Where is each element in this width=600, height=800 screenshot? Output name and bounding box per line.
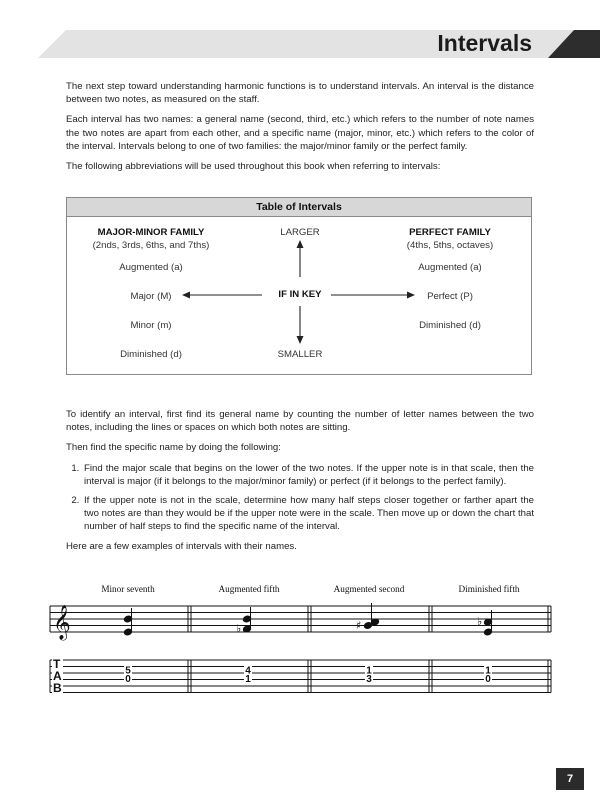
step-item: 2. If the upper note is not in the scale, determine how many half steps closer together or farther apart the two notes are than they would be if the upper note were in the scale. Then move up or down the chart that number of half steps to find the specific name of the interval. bbox=[82, 494, 534, 534]
chord-augmented-fifth bbox=[236, 607, 252, 635]
page-number: 7 bbox=[556, 768, 584, 790]
tab-clef bbox=[52, 657, 63, 695]
tab-number: 1 bbox=[366, 665, 372, 677]
flat-icon: ♭ bbox=[477, 615, 483, 628]
right-item: Augmented (a) bbox=[418, 262, 482, 273]
paragraph: Each interval has two names: a general name (second, third, etc.) which refers to the number of note names the two notes are apart from each other, and a specific name (major, minor, etc.) which refers to the color of the interval. Intervals belong to one of two families: the major/minor family or the perfect family. bbox=[66, 114, 534, 152]
flat-icon: ♭ bbox=[236, 622, 242, 635]
paragraph: To identify an interval, first find its general name by counting the number of letter names between the two notes, including the lines or spaces on which both notes are sitting. bbox=[66, 409, 534, 434]
tab-number: 1 bbox=[245, 674, 251, 685]
perfect-subheading: (4ths, 5ths, octaves) bbox=[406, 240, 494, 251]
tab-letter: A bbox=[53, 669, 62, 683]
tab-letter: B bbox=[53, 681, 62, 695]
right-item: Perfect (P) bbox=[427, 291, 473, 302]
if-in-key-label: IF IN KEY bbox=[278, 289, 322, 300]
step-item: 1. Find the major scale that begins on the lower of the two notes. If the upper note is in that scale, then the interval is major (if it belongs to the major/minor family) or perfect (if it belongs to the perfect family). bbox=[82, 462, 534, 488]
tab-letter: T bbox=[53, 657, 61, 671]
smaller-label: SMALLER bbox=[277, 349, 323, 360]
sharp-icon: ♯ bbox=[356, 619, 362, 632]
paragraph: The following abbreviations will be used throughout this book when referring to intervals: bbox=[66, 161, 441, 173]
treble-clef-icon: 𝄞 bbox=[53, 605, 71, 640]
tab-number: 4 bbox=[245, 665, 251, 677]
major-minor-subheading: (2nds, 3rds, 6ths, and 7ths) bbox=[92, 240, 210, 251]
larger-label: LARGER bbox=[280, 227, 320, 238]
tab-number: 1 bbox=[485, 665, 491, 677]
example-labels bbox=[101, 584, 520, 594]
example-label: Augmented fifth bbox=[218, 584, 280, 594]
chord-augmented-second bbox=[356, 603, 380, 632]
paragraph: The next step toward understanding harmonic functions is to understand intervals. An interval is the distance between two notes, as measured on the staff. bbox=[66, 81, 534, 106]
paragraph: Here are a few examples of intervals with their names. bbox=[66, 540, 297, 552]
tab-number: 3 bbox=[366, 674, 372, 685]
tab-number: 0 bbox=[125, 674, 131, 685]
table-title: Table of Intervals bbox=[67, 198, 531, 217]
major-minor-heading: MAJOR-MINOR FAMILY bbox=[97, 227, 205, 238]
left-item: Minor (m) bbox=[130, 320, 172, 331]
example-label: Augmented second bbox=[333, 584, 405, 594]
left-item: Diminished (d) bbox=[120, 349, 182, 360]
page-title: Intervals bbox=[437, 30, 532, 56]
tab-number: 0 bbox=[485, 674, 491, 685]
perfect-heading: PERFECT FAMILY bbox=[409, 227, 491, 238]
tab-number: 5 bbox=[125, 665, 131, 677]
example-label: Diminished fifth bbox=[458, 584, 520, 594]
right-item: Diminished (d) bbox=[419, 320, 481, 331]
paragraph: Then find the specific name by doing the following: bbox=[66, 442, 281, 454]
left-item: Major (M) bbox=[130, 291, 172, 302]
example-label: Minor seventh bbox=[101, 584, 155, 594]
left-item: Augmented (a) bbox=[119, 262, 183, 273]
